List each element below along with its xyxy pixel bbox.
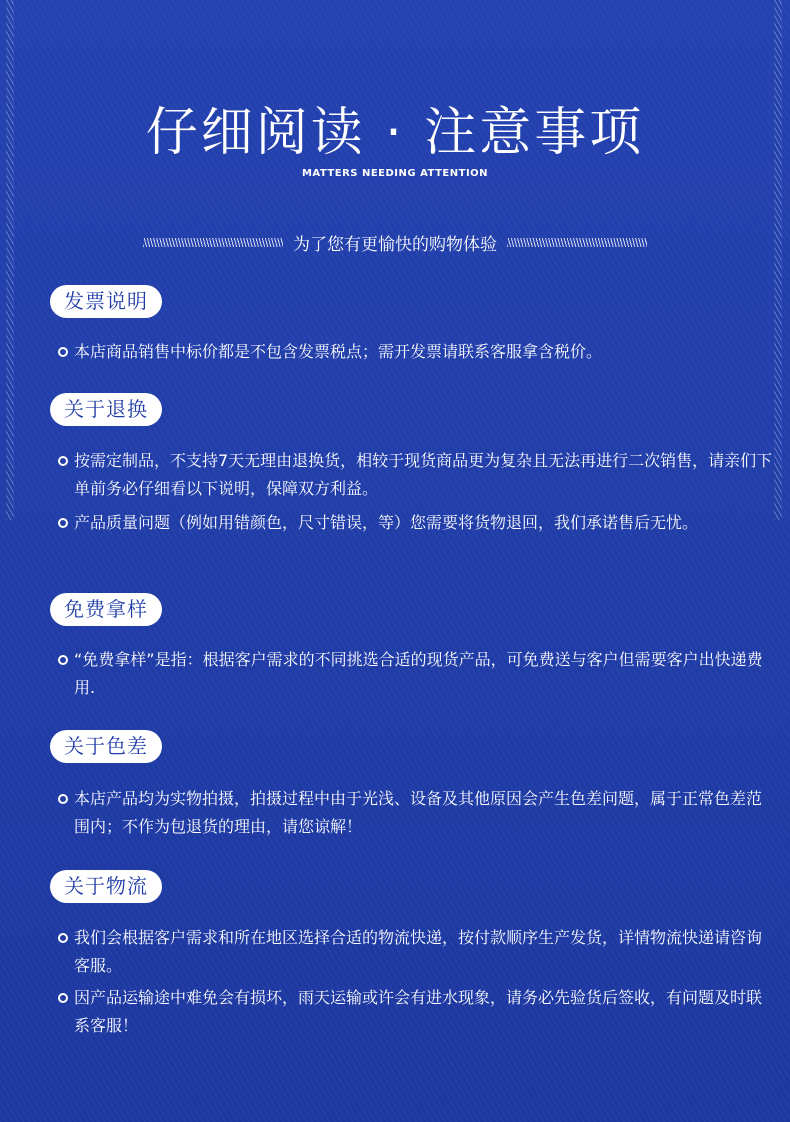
section-heading-free-sample: 免费拿样 [50,593,162,626]
circle-bullet-icon [58,655,68,665]
section-heading-invoice: 发票说明 [50,285,162,318]
list-item-text: 因产品运输途中难免会有损坏，雨天运输或许会有进水现象，请务必先验货后签收，有问题及时联系客服！ [74,988,763,1035]
section-heading-logistics: 关于物流 [50,870,162,903]
list-item [58,785,774,841]
circle-bullet-icon [58,347,68,357]
list-item [58,924,774,980]
list-item [58,338,774,366]
hatch-decoration-right [507,238,647,247]
list-item-text: 本店商品销售中标价都是不包含发票税点；需开发票请联系客服拿含税价。 [74,342,603,361]
list-item-text: 本店产品均为实物拍摄，拍摄过程中由于光浅、设备及其他原因会产生色差问题，属于正常色差范围内；不作为包退货的理由，请您谅解！ [74,789,763,836]
hatch-decoration-left [143,238,283,247]
page-title: 仔细阅读 · 注意事项 [145,103,645,163]
right-edge-decoration [774,0,782,520]
list-item [58,509,774,537]
list-item [58,646,774,702]
page-subtitle: MATTERS NEEDING ATTENTION [301,168,489,179]
left-edge-decoration [6,0,14,520]
circle-bullet-icon [58,993,68,1003]
list-item-text: 按需定制品，不支持7天无理由退换货，相较于现货商品更为复杂且无法再进行二次销售，请亲们下单前务必仔细看以下说明，保障双方利益。 [74,451,773,498]
circle-bullet-icon [58,933,68,943]
list-item-text: 产品质量问题（例如用错颜色，尺寸错误，等）您需要将货物退回，我们承诺售后无忧。 [74,513,699,532]
list-item-text: 我们会根据客户需求和所在地区选择合适的物流快递，按付款顺序生产发货，详情物流快递请咨询客服。 [74,928,763,975]
intro-row [0,230,790,255]
circle-bullet-icon [58,456,68,466]
section-heading-returns: 关于退换 [50,393,162,426]
intro-text: 为了您有更愉快的购物体验 [293,235,497,255]
circle-bullet-icon [58,518,68,528]
list-item-text: “免费拿样”是指：根据客户需求的不同挑选合适的现货产品，可免费送与客户但需要客户出快递费用. [74,650,763,697]
list-item [58,984,774,1040]
circle-bullet-icon [58,794,68,804]
section-heading-color-difference: 关于色差 [50,730,162,763]
list-item [58,447,774,503]
